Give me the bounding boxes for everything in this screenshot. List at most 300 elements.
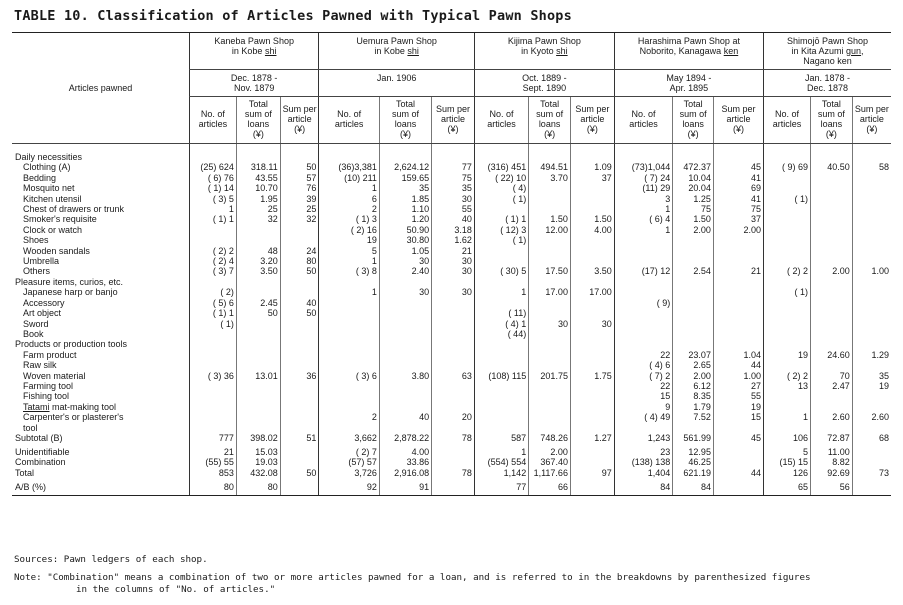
table-cell: 19 xyxy=(713,402,763,412)
table-cell xyxy=(280,391,319,401)
table-cell xyxy=(811,308,853,318)
table-cell: 3.70 xyxy=(529,173,571,183)
column-header-total: Total sum of loans (¥) xyxy=(673,97,714,144)
table-cell: 33.86 xyxy=(379,457,431,467)
table-cell xyxy=(379,298,431,308)
row-label xyxy=(12,235,189,245)
table-cell xyxy=(379,277,431,287)
table-cell: 50.90 xyxy=(379,225,431,235)
table-cell xyxy=(811,173,853,183)
table-cell: (55) 55 xyxy=(189,457,236,467)
column-header-per: Sum per article (¥) xyxy=(570,97,614,144)
table-cell: 159.65 xyxy=(379,173,431,183)
row-label xyxy=(12,468,189,482)
table-cell: 27 xyxy=(713,381,763,391)
table-cell: 4.00 xyxy=(570,225,614,235)
table-cell xyxy=(713,308,763,318)
row-label xyxy=(12,329,189,339)
table-cell: 3.50 xyxy=(236,266,280,276)
row-label-text: Chest of drawers or trunk xyxy=(23,204,125,215)
table-cell xyxy=(764,391,811,401)
table-cell: 50 xyxy=(280,162,319,172)
table-cell: 1.00 xyxy=(852,266,891,276)
table-row xyxy=(12,433,891,447)
table-cell xyxy=(432,329,475,339)
table-cell xyxy=(432,381,475,391)
table-cell xyxy=(570,339,614,349)
table-cell xyxy=(379,329,431,339)
table-cell: 46.25 xyxy=(673,457,714,467)
table-cell xyxy=(852,225,891,235)
table-cell xyxy=(673,423,714,433)
table-cell: ( 2) 7 xyxy=(319,447,380,457)
table-cell xyxy=(673,287,714,297)
table-cell xyxy=(280,144,319,163)
table-cell xyxy=(764,308,811,318)
table-cell xyxy=(379,339,431,349)
table-cell: 3.18 xyxy=(432,225,475,235)
table-cell: ( 1) xyxy=(189,319,236,329)
table-cell: 22 xyxy=(614,350,672,360)
table-cell: 77 xyxy=(432,162,475,172)
table-cell: ( 3) 36 xyxy=(189,371,236,381)
table-cell xyxy=(432,402,475,412)
table-cell xyxy=(189,391,236,401)
row-label-text: Fishing tool xyxy=(23,391,70,402)
table-cell xyxy=(319,329,380,339)
table-cell: 13.01 xyxy=(236,371,280,381)
table-cell xyxy=(379,350,431,360)
shop-period: Jan. 1906 xyxy=(319,70,475,97)
table-cell: 77 xyxy=(474,482,528,496)
table-cell: ( 6) 4 xyxy=(614,214,672,224)
table-cell: (138) 138 xyxy=(614,457,672,467)
row-label-text: Umbrella xyxy=(23,256,60,267)
table-cell xyxy=(189,339,236,349)
table-cell xyxy=(713,339,763,349)
table-cell: ( 22) 10 xyxy=(474,173,528,183)
row-label xyxy=(12,144,189,163)
table-cell xyxy=(764,204,811,214)
table-cell xyxy=(189,360,236,370)
column-header-total: Total sum of loans (¥) xyxy=(236,97,280,144)
table-cell xyxy=(764,214,811,224)
table-cell: 494.51 xyxy=(529,162,571,172)
table-cell xyxy=(236,144,280,163)
table-cell xyxy=(570,423,614,433)
table-cell xyxy=(811,423,853,433)
table-row xyxy=(12,266,891,276)
location-unit: shi xyxy=(264,46,277,56)
table-cell: 35 xyxy=(432,183,475,193)
table-cell: 43.55 xyxy=(236,173,280,183)
table-cell xyxy=(713,457,763,467)
row-label xyxy=(12,360,189,370)
row-label xyxy=(12,194,189,204)
table-cell: ( 2) 2 xyxy=(764,371,811,381)
table-cell xyxy=(570,204,614,214)
row-label-text: Mosquito net xyxy=(23,183,75,194)
table-cell: 1 xyxy=(319,256,380,266)
column-header-count: No. of articles xyxy=(319,97,380,144)
table-row xyxy=(12,162,891,172)
table-cell xyxy=(852,423,891,433)
table-cell xyxy=(614,144,672,163)
table-cell: 40.50 xyxy=(811,162,853,172)
row-label-text: Clothing (A) xyxy=(23,162,71,173)
table-cell: 80 xyxy=(236,482,280,496)
table-cell: 44 xyxy=(713,468,763,482)
table-cell: 92 xyxy=(319,482,380,496)
table-cell xyxy=(189,423,236,433)
table-cell xyxy=(811,235,853,245)
table-cell: 50 xyxy=(236,308,280,318)
table-cell xyxy=(280,319,319,329)
table-cell xyxy=(570,298,614,308)
table-cell: 1,243 xyxy=(614,433,672,447)
table-cell xyxy=(713,298,763,308)
table-cell: 1,117.66 xyxy=(529,468,571,482)
shop-header-2 xyxy=(474,33,614,70)
table-cell: 65 xyxy=(764,482,811,496)
table-cell: 2.45 xyxy=(236,298,280,308)
footnote-line-1: Note: "Combination" means a combination of two or more articles pawned for a loan, and is referred to in the breakdowns by parenthesized figures xyxy=(14,572,811,583)
column-header-count: No. of articles xyxy=(614,97,672,144)
row-label-text: Carpenter's or plasterer's xyxy=(23,412,124,423)
table-cell xyxy=(713,329,763,339)
table-cell xyxy=(614,329,672,339)
table-cell xyxy=(852,402,891,412)
table-cell xyxy=(852,391,891,401)
table-cell: 432.08 xyxy=(236,468,280,482)
table-row xyxy=(12,256,891,266)
column-header-count: No. of articles xyxy=(764,97,811,144)
table-cell: (36)3,381 xyxy=(319,162,380,172)
shop-location xyxy=(617,46,761,56)
table-cell xyxy=(852,308,891,318)
table-row xyxy=(12,144,891,163)
table-cell xyxy=(764,319,811,329)
table-cell xyxy=(280,457,319,467)
row-label xyxy=(12,225,189,235)
table-cell: 2 xyxy=(319,412,380,422)
row-label xyxy=(12,214,189,224)
table-cell: ( 2) 2 xyxy=(764,266,811,276)
table-cell: 17.50 xyxy=(529,266,571,276)
table-cell xyxy=(852,277,891,287)
table-cell: ( 3) 5 xyxy=(189,194,236,204)
table-cell xyxy=(432,391,475,401)
table-cell: 17.00 xyxy=(529,287,571,297)
articles-pawned-header: Articles pawned xyxy=(12,33,189,144)
table-cell xyxy=(379,308,431,318)
table-cell: 5 xyxy=(764,447,811,457)
table-cell: 23 xyxy=(614,447,672,457)
table-cell: 40 xyxy=(432,214,475,224)
row-label-text: Accessory xyxy=(23,297,65,308)
table-cell xyxy=(570,235,614,245)
table-cell: 8.35 xyxy=(673,391,714,401)
table-cell: 92.69 xyxy=(811,468,853,482)
table-cell: 9 xyxy=(614,402,672,412)
table-cell: 853 xyxy=(189,468,236,482)
location-text: in Kobe xyxy=(374,46,408,56)
table-cell: ( 6) 76 xyxy=(189,173,236,183)
row-label-text: Daily necessities xyxy=(15,152,83,162)
row-label xyxy=(12,457,189,467)
table-cell: ( 44) xyxy=(474,329,528,339)
table-cell xyxy=(570,256,614,266)
table-cell xyxy=(319,360,380,370)
table-cell xyxy=(673,329,714,339)
table-cell xyxy=(570,144,614,163)
row-label xyxy=(12,266,189,276)
table-cell: ( 2) 4 xyxy=(189,256,236,266)
table-cell xyxy=(614,246,672,256)
table-cell: 19.03 xyxy=(236,457,280,467)
shop-location xyxy=(766,46,889,56)
row-label xyxy=(12,482,189,496)
table-row xyxy=(12,277,891,287)
table-row xyxy=(12,183,891,193)
table-cell xyxy=(280,412,319,422)
table-cell: 2.00 xyxy=(673,225,714,235)
table-cell xyxy=(379,402,431,412)
table-cell: ( 4) 49 xyxy=(614,412,672,422)
table-cell xyxy=(852,194,891,204)
table-cell: 78 xyxy=(432,468,475,482)
table-cell xyxy=(280,225,319,235)
table-cell xyxy=(614,287,672,297)
table-cell xyxy=(614,339,672,349)
table-cell xyxy=(474,350,528,360)
table-cell: 30 xyxy=(432,266,475,276)
table-cell xyxy=(280,402,319,412)
table-cell xyxy=(570,277,614,287)
column-header-count: No. of articles xyxy=(474,97,528,144)
table-row xyxy=(12,391,891,401)
sources-note: Sources: Pawn ledgers of each shop. xyxy=(14,554,208,565)
table-cell: 21 xyxy=(432,246,475,256)
table-cell: 777 xyxy=(189,433,236,447)
table-cell xyxy=(811,277,853,287)
table-cell: 50 xyxy=(280,468,319,482)
table-cell: 32 xyxy=(236,214,280,224)
table-cell xyxy=(529,402,571,412)
table-cell: 19 xyxy=(764,350,811,360)
table-cell: 7.52 xyxy=(673,412,714,422)
table-cell: 1.27 xyxy=(570,433,614,447)
table-cell xyxy=(189,235,236,245)
table-cell xyxy=(236,360,280,370)
table-row xyxy=(12,194,891,204)
table-cell xyxy=(764,360,811,370)
table-cell xyxy=(852,447,891,457)
table-cell xyxy=(319,350,380,360)
table-cell: (57) 57 xyxy=(319,457,380,467)
table-cell xyxy=(811,246,853,256)
table-cell: 1.95 xyxy=(236,194,280,204)
table-cell: ( 3) 7 xyxy=(189,266,236,276)
table-cell: 3.20 xyxy=(236,256,280,266)
table-cell: 20.04 xyxy=(673,183,714,193)
table-cell: 56 xyxy=(811,482,853,496)
table-cell: (554) 554 xyxy=(474,457,528,467)
table-cell: ( 1) 1 xyxy=(189,308,236,318)
table-cell: 19 xyxy=(852,381,891,391)
table-cell: 1.75 xyxy=(570,371,614,381)
table-cell xyxy=(432,350,475,360)
table-cell xyxy=(570,308,614,318)
row-label xyxy=(12,350,189,360)
row-label xyxy=(12,246,189,256)
table-cell xyxy=(280,339,319,349)
table-cell: 4.00 xyxy=(379,447,431,457)
table-row xyxy=(12,350,891,360)
table-cell xyxy=(811,214,853,224)
table-cell xyxy=(529,246,571,256)
table-cell: ( 2) xyxy=(189,287,236,297)
shop-name: Kijima Pawn Shop xyxy=(507,36,581,46)
table-cell xyxy=(852,360,891,370)
row-label xyxy=(12,277,189,287)
table-row xyxy=(12,457,891,467)
table-cell: 1.20 xyxy=(379,214,431,224)
row-label xyxy=(12,391,189,401)
table-cell: 30 xyxy=(432,194,475,204)
table-cell xyxy=(570,350,614,360)
table-cell: 84 xyxy=(673,482,714,496)
table-cell: 126 xyxy=(764,468,811,482)
table-row xyxy=(12,360,891,370)
table-cell xyxy=(529,235,571,245)
table-cell: 10.70 xyxy=(236,183,280,193)
table-cell xyxy=(319,391,380,401)
table-cell xyxy=(189,412,236,422)
table-cell xyxy=(319,277,380,287)
table-cell xyxy=(529,391,571,401)
table-cell xyxy=(379,391,431,401)
table-cell: 1.85 xyxy=(379,194,431,204)
table-cell xyxy=(474,402,528,412)
table-cell: 30 xyxy=(570,319,614,329)
table-cell: 32 xyxy=(280,214,319,224)
table-cell: 30 xyxy=(432,256,475,266)
table-row xyxy=(12,381,891,391)
row-label xyxy=(12,371,189,381)
table-cell xyxy=(319,308,380,318)
table-cell: 318.11 xyxy=(236,162,280,172)
table-cell xyxy=(189,144,236,163)
table-cell xyxy=(713,144,763,163)
table-cell xyxy=(713,277,763,287)
table-cell xyxy=(764,423,811,433)
table-cell: 106 xyxy=(764,433,811,447)
table-cell xyxy=(614,423,672,433)
table-cell: 12.95 xyxy=(673,447,714,457)
table-cell xyxy=(570,412,614,422)
table-cell xyxy=(529,194,571,204)
table-cell xyxy=(529,339,571,349)
table-cell xyxy=(852,482,891,496)
table-cell xyxy=(852,298,891,308)
table-cell xyxy=(280,447,319,457)
table-cell: 3.80 xyxy=(379,371,431,381)
table-cell: (17) 12 xyxy=(614,266,672,276)
table-cell: ( 2) 2 xyxy=(189,246,236,256)
row-label-text: Woven material xyxy=(23,370,86,381)
table-cell xyxy=(236,339,280,349)
table-cell: 41 xyxy=(713,194,763,204)
table-cell xyxy=(811,329,853,339)
table-row xyxy=(12,246,891,256)
table-cell xyxy=(764,246,811,256)
table-cell xyxy=(379,144,431,163)
table-cell xyxy=(236,412,280,422)
table-cell: 44 xyxy=(713,360,763,370)
table-cell: 23.07 xyxy=(673,350,714,360)
table-cell: 21 xyxy=(189,447,236,457)
row-label-text: Bedding xyxy=(23,172,57,183)
table-cell xyxy=(529,329,571,339)
table-cell xyxy=(474,204,528,214)
table-cell xyxy=(673,308,714,318)
table-cell xyxy=(319,423,380,433)
table-cell xyxy=(529,144,571,163)
table-cell: 55 xyxy=(432,204,475,214)
table-cell: 15.03 xyxy=(236,447,280,457)
table-cell: ( 7) 24 xyxy=(614,173,672,183)
table-cell: 1 xyxy=(474,287,528,297)
table-cell: 3.50 xyxy=(570,266,614,276)
table-cell xyxy=(319,381,380,391)
row-label xyxy=(12,447,189,457)
table-cell: 2.00 xyxy=(811,266,853,276)
table-cell xyxy=(280,381,319,391)
row-label xyxy=(12,287,189,297)
table-cell xyxy=(764,329,811,339)
shop-name: Harashima Pawn Shop at xyxy=(637,36,740,46)
table-cell xyxy=(474,298,528,308)
table-cell: 6 xyxy=(319,194,380,204)
table-cell xyxy=(529,381,571,391)
table-cell: 2,916.08 xyxy=(379,468,431,482)
table-cell xyxy=(713,235,763,245)
row-label-text: Combination xyxy=(15,457,66,468)
table-title: TABLE 10. Classification of Articles Pawned with Typical Pawn Shops xyxy=(14,8,572,24)
table-cell: ( 5) 6 xyxy=(189,298,236,308)
table-cell: 24 xyxy=(280,246,319,256)
table-cell: 30 xyxy=(529,319,571,329)
row-label-text: Smoker's requisite xyxy=(23,214,97,225)
table-cell xyxy=(713,447,763,457)
table-cell: 24.60 xyxy=(811,350,853,360)
table-cell: 2.40 xyxy=(379,266,431,276)
table-cell: 63 xyxy=(432,371,475,381)
table-cell: 201.75 xyxy=(529,371,571,381)
table-cell xyxy=(673,319,714,329)
table-cell xyxy=(614,319,672,329)
table-cell: 1 xyxy=(189,204,236,214)
table-cell: 37 xyxy=(570,173,614,183)
table-cell: 36 xyxy=(280,371,319,381)
table-cell xyxy=(432,423,475,433)
table-cell: 2.00 xyxy=(713,225,763,235)
table-cell xyxy=(570,329,614,339)
table-cell xyxy=(852,329,891,339)
table-cell: 51 xyxy=(280,433,319,447)
table-cell xyxy=(764,277,811,287)
